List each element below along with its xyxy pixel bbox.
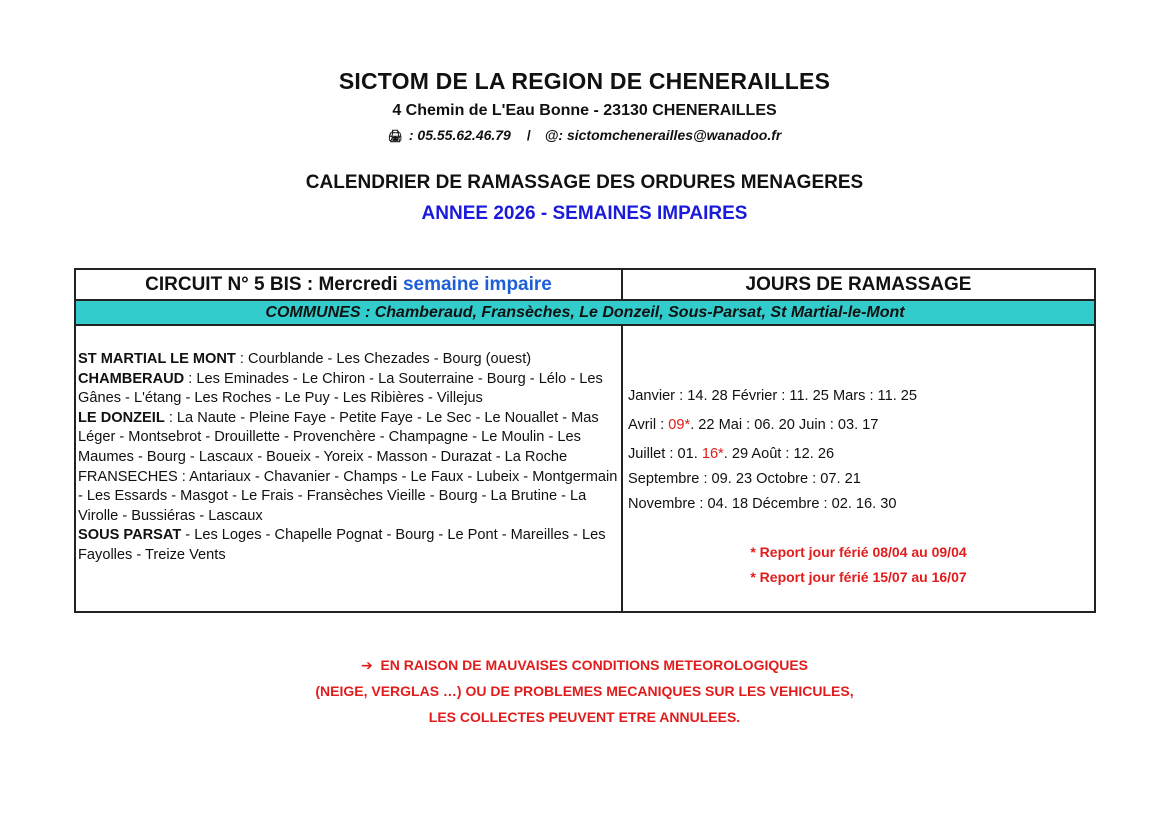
email-address: @: sictomchenerailles@wanadoo.fr bbox=[544, 127, 782, 143]
locality-name: CHAMBERAUD bbox=[78, 370, 185, 387]
localities-cell bbox=[76, 326, 623, 611]
schedule-line: Septembre : 09. 23 Octobre : 07. 21 bbox=[628, 471, 861, 487]
holiday-note: * Report jour férié 15/07 au 16/07 bbox=[750, 569, 967, 585]
warning-text: EN RAISON DE MAUVAISES CONDITIONS METEOROLOGIQUES bbox=[380, 657, 809, 673]
schedule-table bbox=[74, 268, 1096, 613]
communes-band: COMMUNES : Chamberaud, Fransèches, Le Donzeil, Sous-Parsat, St Martial-le-Mont bbox=[76, 301, 1094, 326]
contact-separator: / bbox=[526, 127, 531, 143]
contact-line bbox=[0, 127, 1169, 143]
circuit-header bbox=[76, 270, 623, 301]
schedule-text: Avril : bbox=[628, 417, 669, 433]
phone-number: : 05.55.62.46.79 bbox=[408, 127, 511, 143]
locality-name: SOUS PARSAT bbox=[78, 527, 182, 544]
schedule-line bbox=[628, 417, 878, 433]
schedule-text: . 29 Août : 12. 26 bbox=[723, 446, 835, 462]
locality-places: - Les Loges - Chapelle Pognat - Bourg - Le Pont - Mareilles - Les Fayolles - Treize Vents bbox=[78, 527, 606, 563]
organization-name: SICTOM DE LA REGION DE CHENERAILLES bbox=[338, 68, 831, 94]
year-title: ANNEE 2026 - SEMAINES IMPAIRES bbox=[421, 203, 748, 224]
address: 4 Chemin de L'Eau Bonne - 23130 CHENERAILLES bbox=[392, 102, 777, 119]
schedule-line: Novembre : 04. 18 Décembre : 02. 16. 30 bbox=[628, 496, 897, 512]
locality-places: : Les Eminades - Le Chiron - La Souterraine - Bourg - Lélo - Les Gânes - L'étang - Les Roches - Le Puy - Les Ribières - Villejus bbox=[78, 370, 603, 407]
holiday-note: * Report jour férié 08/04 au 09/04 bbox=[750, 544, 967, 560]
circuit-day: Mercredi bbox=[318, 274, 403, 295]
days-header: JOURS DE RAMASSAGE bbox=[623, 270, 1094, 301]
locality-places: : La Naute - Pleine Faye - Petite Faye - Le Sec - Le Nouallet - Mas Léger - Montsebrot - Drouillette - Provenchère - Champagne - Le Moulin - Les Maumes - Bourg - Lascaux - Boueix - Yoreix - Masson - Durazat - La Roche bbox=[78, 409, 599, 465]
calendar-title: CALENDRIER DE RAMASSAGE DES ORDURES MENAGERES bbox=[305, 172, 864, 193]
circuit-prefix: CIRCUIT N° 5 BIS : bbox=[145, 274, 319, 295]
holiday-shift-date: 09* bbox=[668, 417, 691, 433]
warning-line: (NEIGE, VERGLAS …) OU DE PROBLEMES MECANIQUES SUR LES VEHICULES, bbox=[315, 683, 854, 699]
holiday-shift-date: 16* bbox=[701, 446, 724, 462]
warning-line bbox=[0, 657, 1169, 674]
schedule-line bbox=[628, 446, 834, 462]
schedule-text: . 22 Mai : 06. 20 Juin : 03. 17 bbox=[690, 417, 879, 433]
locality-places: : Courblande - Les Chezades - Bourg (ouest) bbox=[235, 351, 532, 367]
locality-places: : Antariaux - Chavanier - Champs - Le Faux - Lubeix - Montgermain - Les Essards - Masgot - Le Frais - Fransèches Vieille - Bourg - La Brutine - La Virolle - Bussiéras - Lascaux bbox=[78, 468, 618, 524]
schedule-text: Juillet : 01. bbox=[628, 446, 702, 462]
schedule-line: Janvier : 14. 28 Février : 11. 25 Mars : 11. 25 bbox=[628, 388, 918, 404]
circuit-week: semaine impaire bbox=[402, 274, 552, 295]
locality-name: ST MARTIAL LE MONT bbox=[78, 351, 236, 367]
warning-line: LES COLLECTES PEUVENT ETRE ANNULEES. bbox=[428, 709, 741, 725]
days-cell bbox=[623, 326, 1094, 611]
locality-name: LE DONZEIL bbox=[78, 409, 165, 426]
locality-name: FRANSECHES bbox=[78, 468, 178, 485]
right-arrow-icon: ➔ bbox=[360, 657, 373, 673]
phone-icon: 🖨 bbox=[387, 129, 403, 143]
